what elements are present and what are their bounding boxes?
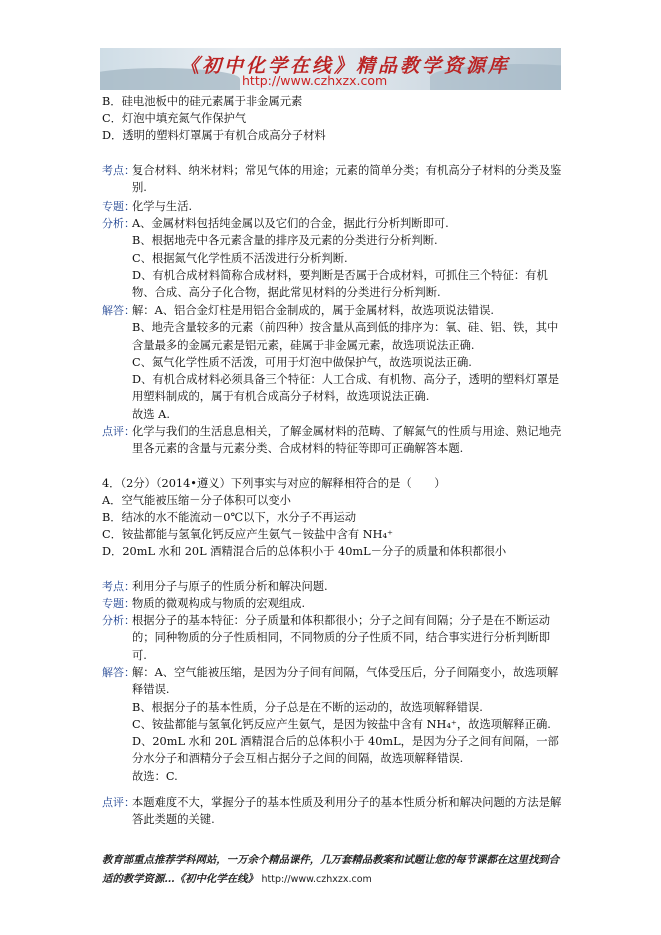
q4-option-b: B．结冰的水不能流动－0℃以下，水分子不再运动 [102, 511, 357, 524]
kaodian-label: 考点： [102, 164, 135, 177]
jieda-line: 故选：C. [132, 769, 178, 783]
fenxi-label: 分析： [102, 614, 135, 627]
header-banner [100, 48, 561, 90]
option-b: B．硅电池板中的硅元素属于非金属元素 [102, 95, 303, 108]
jieda-line: C、氮气化学性质不活泼，可用于灯泡中做保护气，故选项说法正确. [132, 355, 472, 369]
fenxi-label: 分析： [102, 217, 135, 230]
fenxi-line: C、根据氮气化学性质不活泼进行分析判断. [132, 251, 348, 265]
q3-jieda [102, 302, 564, 423]
footer-url[interactable]: http://www.czhxzx.com [261, 874, 372, 885]
fenxi-line: A、金属材料包括纯金属以及它们的合金，据此行分析判断即可. [132, 217, 449, 230]
jieda-line: 解：A、铝合金灯柱是用铝合金制成的，属于金属材料，故选项说法错误. [132, 304, 494, 317]
q4-kaodian [102, 578, 564, 595]
jieda-label: 解答： [102, 666, 135, 679]
jieda-line: B、根据分子的基本性质，分子总是在不断的运动的，故选项解释错误. [132, 700, 483, 714]
footer-text: 教育部重点推荐学科网站，一万余个精品课件，几万套精品教案和试题让您的每节课都在这里找到合适的教学资源…《初中化学在线》 [102, 854, 560, 885]
q4-option-d: D．20mL 水和 20L 酒精混合后的总体积小于 40mL－分子的质量和体积都很小 [102, 545, 507, 558]
jieda-label: 解答： [102, 304, 135, 317]
dianping-text: 本题难度不大，掌握分子的基本性质及利用分子的基本性质分析和解决问题的方法是解答此类题的关键. [132, 796, 562, 827]
kaodian-text: 复合材料、纳米材料；常见气体的用途；元素的简单分类；有机高分子材料的分类及鉴别. [132, 164, 562, 195]
jieda-line: B、地壳含量较多的元素（前四种）按含量从高到低的排序为：氧、硅、铝、铁，其中含量最多的金属元素是铝元素，硅属于非金属元素，故选项说法正确. [132, 321, 559, 352]
fenxi-text: 根据分子的基本特征：分子质量和体积都很小；分子之间有间隔；分子是在不断运动的；同种物质的分子性质相同，不同物质的分子性质不同，结合事实进行分析判断即可. [132, 614, 550, 662]
zhuanti-label: 专题： [102, 200, 135, 213]
q4-jieda [102, 664, 564, 785]
option-d: D．透明的塑料灯罩属于有机合成高分子材料 [102, 129, 326, 142]
kaodian-label: 考点： [102, 580, 135, 593]
jieda-line: 解：A、空气能被压缩，是因为分子间有间隔，气体受压后，分子间隔变小，故选项解释错误. [132, 666, 559, 697]
jieda-line: D、有机合成材料必须具备三个特征：人工合成、有机物、高分子，透明的塑料灯罩是用塑料制成的，属于有机合成高分子材料，故选项说法正确. [132, 373, 560, 404]
q4-zhuanti [102, 595, 564, 612]
jieda-line: 故选 A. [132, 407, 170, 421]
q4-option-a: A．空气能被压缩－分子体积可以变小 [102, 494, 291, 507]
kaodian-text: 利用分子与原子的性质分析和解决问题. [132, 580, 328, 593]
dianping-label: 点评： [102, 796, 135, 809]
q4-dianping [102, 794, 564, 829]
jieda-line: C、铵盐都能与氢氧化钙反应产生氨气，是因为铵盐中含有 NH₄⁺，故选项解释正确. [132, 717, 551, 731]
zhuanti-label: 专题： [102, 597, 135, 610]
q4-option-c: C．铵盐都能与氢氧化钙反应产生氨气－铵盐中含有 NH₄⁺ [102, 528, 393, 541]
dianping-text: 化学与我们的生活息息相关，了解金属材料的范畴、了解氮气的性质与用途、熟记地壳里各元素的含量与元素分类、合成材料的特征等即可正确解答本题. [132, 425, 562, 456]
banner-url[interactable]: http://www.czhxzx.com [242, 73, 388, 88]
zhuanti-text: 物质的微观构成与物质的宏观组成. [132, 597, 306, 610]
option-c: C．灯泡中填充氮气作保护气 [102, 112, 247, 125]
q4-fenxi [102, 612, 564, 664]
q3-zhuanti [102, 198, 564, 215]
q3-dianping [102, 423, 564, 458]
fenxi-line: B、根据地壳中各元素含量的排序及元素的分类进行分析判断. [132, 234, 438, 248]
q4-stem: 4．（2分）（2014•遵义）下列事实与对应的解释相符合的是（ ） [102, 477, 446, 490]
jieda-line: D、20mL 水和 20L 酒精混合后的总体积小于 40mL，是因为分子之间有间隔，一部分水分子和酒精分子会互相占据分子之间的间隔，故选项解释错误. [132, 735, 559, 766]
page-footer [102, 851, 564, 889]
zhuanti-text: 化学与生活. [132, 200, 193, 213]
banner-title: 《初中化学在线》精品教学资源库 [180, 55, 511, 77]
dianping-label: 点评： [102, 425, 135, 438]
fenxi-line: D、有机合成材料简称合成材料，要判断是否属于合成材料，可抓住三个特征：有机物、合成、高分子化合物，据此常见材料的分类进行分析判断. [132, 268, 548, 300]
q3-kaodian [102, 162, 564, 197]
q3-fenxi [102, 215, 564, 301]
